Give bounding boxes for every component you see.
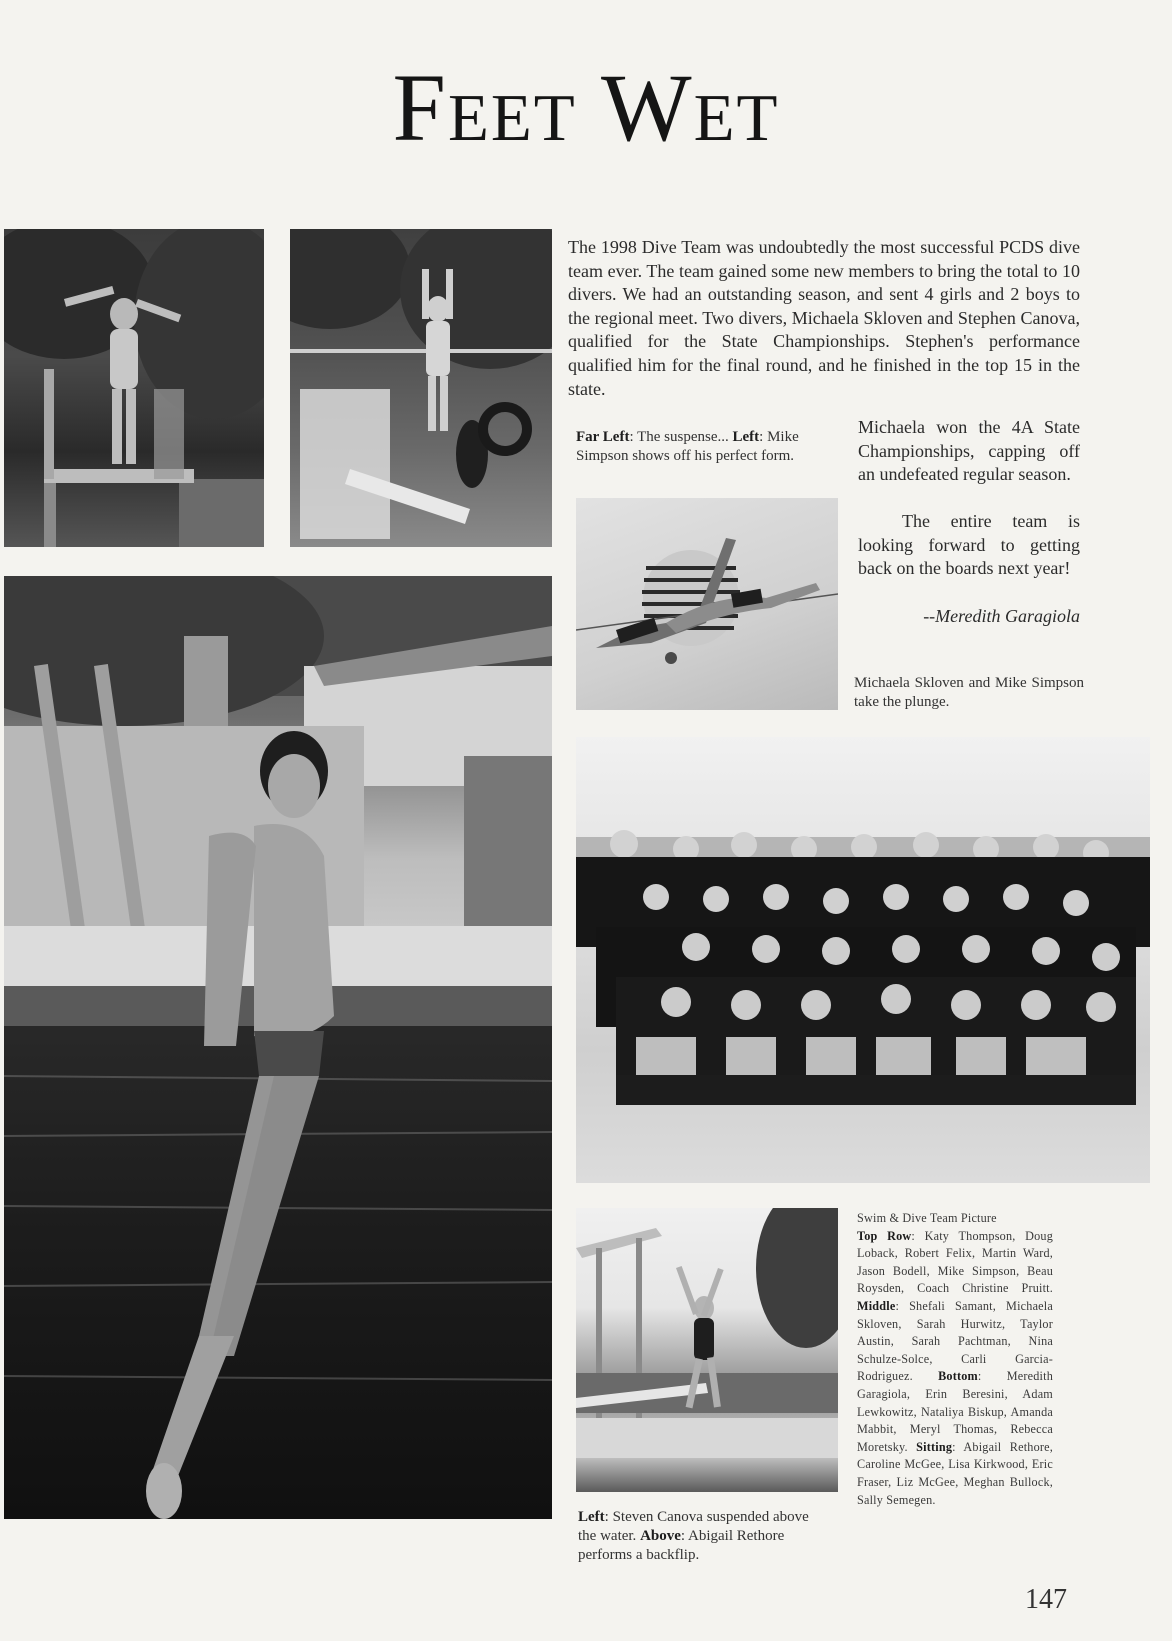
- roster-label-top-row: Top Row: [857, 1228, 912, 1243]
- roster-heading: Swim & Dive Team Picture: [857, 1211, 997, 1225]
- roster-top-row-names: : Katy Thompson, Doug Loback, Robert Felix, Martin Ward, Jason Bodell, Mike Simpson, Beau Roysden, Coach Christine Pruitt.: [857, 1228, 1053, 1296]
- caption-plunge: Michaela Skloven and Mike Simpson take the plunge.: [854, 675, 1084, 710]
- caption-label-far-left: Far Left: [576, 429, 630, 445]
- roster-label-middle: Middle: [857, 1298, 896, 1313]
- photo-diver-above-water: [4, 576, 552, 1519]
- photo-backflip: [576, 1208, 838, 1492]
- photo-diver-above-water-art: [4, 576, 552, 1519]
- photo-team-art: [576, 737, 1150, 1183]
- page-number: 147: [1025, 1584, 1067, 1615]
- article-paragraph-3: The entire team is looking forward to getting back on the boards next year!: [858, 511, 1080, 579]
- article-signature: --Meredith Garagiola: [923, 606, 1080, 626]
- roster-label-sitting: Sitting: [916, 1439, 953, 1454]
- caption-label-above: Above: [640, 1528, 681, 1544]
- caption-team-roster: [857, 1210, 1053, 1509]
- caption-top-photos: [576, 428, 804, 466]
- caption-bottom-photos: [578, 1508, 810, 1565]
- caption-text-left: : Mike Simpson shows off his perfect form.: [576, 429, 799, 464]
- photo-diver-on-board-art: [4, 229, 264, 547]
- caption-text-above: : Abigail Rethore performs a backflip.: [578, 1528, 785, 1563]
- photo-diver-on-board: [4, 229, 264, 547]
- caption-text-far-left: : The suspense...: [629, 429, 733, 445]
- photo-divers-plunge: [576, 498, 838, 710]
- roster-bottom-names: : Meredith Garagiola, Erin Beresini, Adam Lewkowitz, Nataliya Biskup, Amanda Mabbit, Meryl Thomas, Rebecca Moretsky.: [857, 1369, 1053, 1454]
- article-paragraph-2: Michaela won the 4A State Championships, capping off an undefeated regular season.: [858, 417, 1080, 485]
- article-paragraph-1: The 1998 Dive Team was undoubtedly the most successful PCDS dive team ever. The team gained some new members to bring the total to 10 divers. We had an outstanding season, and sent 4 girls and 2 boys to the regional meet. Two divers, Michaela Skloven and Stephen Canova, qualified for the State Championships. Stephen's performance qualified him for the final round, and he finished in the top 15 in the state.: [568, 237, 1080, 399]
- photo-diver-arms-up: [290, 229, 552, 547]
- roster-label-bottom: Bottom: [938, 1369, 978, 1384]
- roster-middle-names: : Shefali Samant, Michaela Skloven, Sarah Hurwitz, Taylor Austin, Sarah Pachtman, Nina Schulze-Solce, Carli Garcia-Rodriguez.: [857, 1298, 1053, 1384]
- photo-team: [576, 737, 1150, 1183]
- roster-sitting-names: : Abigail Rethore, Caroline McGee, Lisa Kirkwood, Eric Fraser, Liz McGee, Meghan Bullock, Sally Semegen.: [857, 1439, 1053, 1507]
- roster-names: [857, 1228, 1053, 1510]
- photo-divers-plunge-art: [576, 498, 838, 710]
- caption-label-left: Left: [732, 429, 760, 445]
- photo-backflip-art: [576, 1208, 838, 1492]
- photo-diver-arms-up-art: [290, 229, 552, 547]
- caption-label-left-bottom: Left: [578, 1509, 605, 1525]
- caption-text-left-bottom: : Steven Canova suspended above the water.: [578, 1509, 809, 1544]
- page-title: Feet Wet: [392, 54, 780, 161]
